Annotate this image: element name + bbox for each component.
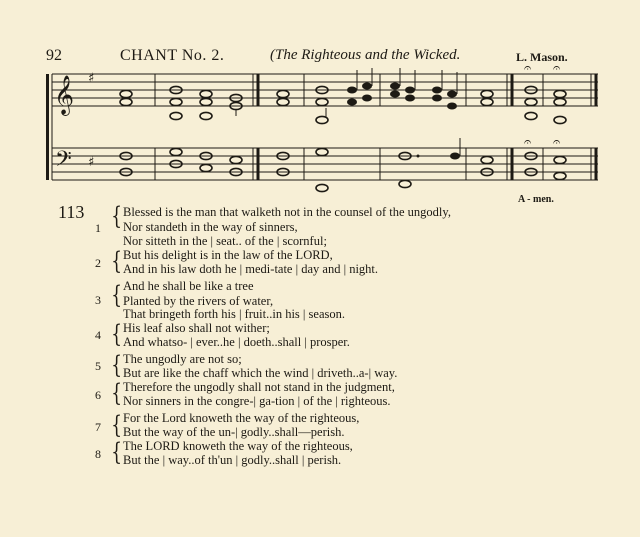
svg-text:𝄐: 𝄐 xyxy=(524,135,532,150)
verse-line: But are like the chaff which the wind | driveth..a-| way. xyxy=(123,366,398,380)
svg-text:𝄐: 𝄐 xyxy=(553,62,561,76)
brace-icon: { xyxy=(111,202,122,230)
psalm-number: 113 xyxy=(58,202,85,222)
verse-line: The LORD knoweth the way of the righteous, xyxy=(123,439,353,453)
sharp-icon: ♯ xyxy=(88,71,95,86)
verse-number: 2 xyxy=(95,256,101,270)
verse-line: But the way of the un-| godly..shall—perish. xyxy=(123,425,345,439)
chant-title: CHANT No. 2. xyxy=(120,47,225,64)
verse-number: 8 xyxy=(95,447,101,461)
verse-number: 1 xyxy=(95,221,101,235)
treble-clef-icon: 𝄞 xyxy=(54,75,75,115)
verse-number: 6 xyxy=(95,388,101,402)
verse-line: Therefore the ungodly shall not stand in the judgment, xyxy=(123,380,395,394)
composer-name: L. Mason. xyxy=(516,50,568,64)
verse-line: Nor sinners in the congre-| ga-tion | of the | righteous. xyxy=(123,394,391,408)
verse-line: Blessed is the man that walketh not in the counsel of the ungodly, xyxy=(123,205,451,219)
verse-line: Nor sitteth in the | seat.. of the | scornful; xyxy=(123,234,327,248)
verse-line: That bringeth forth his | fruit..in his | season. xyxy=(123,307,345,321)
brace-icon: { xyxy=(111,351,122,379)
treble-filled-notes xyxy=(347,83,457,110)
brace-icon: { xyxy=(111,281,122,309)
sharp-icon: ♯ xyxy=(88,155,95,170)
treble-stems xyxy=(236,68,457,118)
treble-low-notes xyxy=(170,112,566,123)
system-bracket xyxy=(46,74,49,180)
chant-subtitle: (The Righteous and the Wicked. xyxy=(270,47,461,63)
brace-icon: { xyxy=(111,320,122,348)
bass-notes xyxy=(120,148,566,191)
brace-icon: { xyxy=(111,379,122,407)
svg-text:𝄐: 𝄐 xyxy=(524,62,532,76)
treble-staff xyxy=(52,74,598,106)
brace-icon: { xyxy=(111,438,122,466)
verse-line: His leaf also shall not wither; xyxy=(123,321,270,335)
verse-line: But the | way..of th'un | godly..shall | perish. xyxy=(123,453,342,467)
verse-line: Nor standeth in the way of sinners, xyxy=(123,220,298,234)
brace-icon: { xyxy=(111,247,122,275)
verse-line: And he shall be like a tree xyxy=(123,279,254,293)
svg-text:𝄐: 𝄐 xyxy=(553,135,561,150)
verse-line: And whatso- | ever..he | doeth..shall | prosper. xyxy=(123,335,350,349)
page-number: 92 xyxy=(46,47,62,64)
bass-clef-icon: 𝄢 xyxy=(55,147,72,177)
amen-label: A - men. xyxy=(518,194,554,205)
verse-number: 3 xyxy=(95,293,101,307)
verse-number: 5 xyxy=(95,359,101,373)
verse-line: For the Lord knoweth the way of the righteous, xyxy=(123,411,360,425)
verse-number: 7 xyxy=(95,420,101,434)
bass-staff xyxy=(52,148,598,180)
verse-line: The ungodly are not so; xyxy=(123,352,242,366)
brace-icon: { xyxy=(111,411,122,439)
music-score xyxy=(0,62,640,202)
verse-number: 4 xyxy=(95,328,101,342)
verse-line: Planted by the rivers of water, xyxy=(123,294,274,308)
verse-line: And in his law doth he | medi-tate | day and | night. xyxy=(123,262,379,276)
verse-line: But his delight is in the law of the LORD, xyxy=(123,248,333,262)
